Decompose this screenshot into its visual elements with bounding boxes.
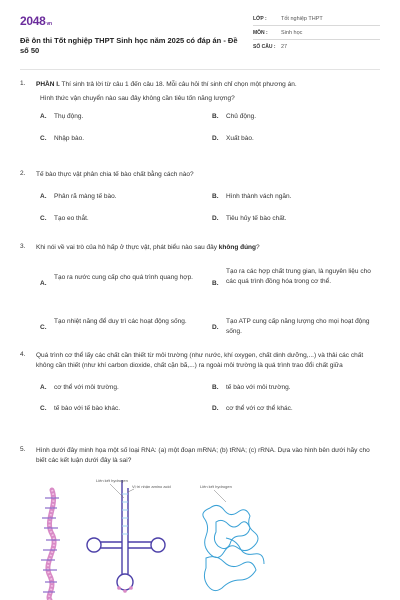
- option-letter: C.: [40, 215, 47, 222]
- option-letter: D.: [212, 135, 219, 142]
- meta-table: [253, 12, 380, 54]
- rrna-structure: [203, 505, 264, 590]
- mrna-strand: [41, 490, 60, 600]
- logo-suffix: vn: [46, 21, 52, 27]
- meta-label: MÔN :: [253, 29, 268, 36]
- option-text: Tạo ATP cung cấp năng lượng cho mọi hoạt động sống.: [226, 318, 370, 335]
- option-letter: B.: [212, 113, 219, 120]
- option-text: Phân rã màng tế bào.: [54, 193, 117, 200]
- question-5: [20, 446, 380, 466]
- option-text: tế bào với môi trường.: [226, 384, 291, 391]
- meta-label: SỐ CÂU :: [253, 44, 276, 50]
- question-4: [20, 351, 380, 417]
- question-number: 5.: [20, 446, 26, 453]
- rna-diagram: [30, 478, 290, 600]
- site-logo[interactable]: [20, 14, 52, 28]
- option-letter: A.: [40, 280, 47, 287]
- option-text: cơ thể với cơ thể khác.: [226, 405, 293, 412]
- option-a[interactable]: [40, 273, 204, 289]
- section-intro: [36, 80, 380, 90]
- option-a[interactable]: [40, 383, 204, 393]
- section-instruction: Thí sinh trả lời từ câu 1 đến câu 18. Mỗi câu hỏi thí sinh chỉ chọn một phương án.: [59, 81, 297, 88]
- option-text: Hình thành vách ngăn.: [226, 193, 292, 200]
- option-d[interactable]: [212, 317, 376, 337]
- option-letter: B.: [212, 384, 219, 391]
- option-c[interactable]: [40, 214, 204, 224]
- header-divider: [20, 69, 380, 70]
- meta-label: LỚP :: [253, 15, 267, 22]
- options: [20, 110, 380, 144]
- option-d[interactable]: [212, 134, 376, 144]
- option-a[interactable]: [40, 192, 204, 202]
- option-letter: A.: [40, 384, 47, 391]
- question-number: 2.: [20, 170, 26, 177]
- question-text: [36, 243, 380, 253]
- options: [20, 259, 380, 339]
- option-c[interactable]: [40, 134, 204, 144]
- options: [20, 377, 380, 417]
- question-number: 1.: [20, 80, 26, 87]
- option-text: Thụ động.: [54, 113, 84, 120]
- meta-row-count: [253, 40, 380, 54]
- question-2: [20, 170, 380, 226]
- question-text: Hình thức vận chuyển nào sau đây không cần tiêu tốn năng lượng?: [40, 95, 235, 102]
- question-text-end: ?: [255, 244, 260, 251]
- option-text: Nhập bào.: [54, 135, 84, 142]
- option-letter: C.: [40, 135, 47, 142]
- label-hydrogen-bond-rrna: Liên kết hydrogen: [200, 484, 232, 489]
- option-letter: D.: [212, 405, 219, 412]
- option-text: Chủ động.: [226, 113, 256, 120]
- question-text: Tế bào thực vật phân chia tế bào chất bằng cách nào?: [36, 171, 194, 178]
- section-label: PHẦN I.: [36, 81, 60, 88]
- option-letter: C.: [40, 324, 47, 331]
- question-emphasis: không đúng: [218, 244, 256, 251]
- meta-row-class: [253, 12, 380, 26]
- option-d[interactable]: [212, 404, 376, 414]
- header: [20, 12, 380, 60]
- question-text: Quá trình cơ thể lấy các chất cần thiết từ môi trường (như nước, khí oxygen, chất dinh dưỡng,...) và thải các chất không cần thiết (như khí carbon dioxide, chất cặn bã,...) ra ngoài môi trường là quá trình trao đổi chất giữa: [36, 352, 364, 369]
- option-text: Tạo eo thắt.: [54, 215, 89, 222]
- option-letter: A.: [40, 113, 47, 120]
- logo-text: 2048: [20, 14, 46, 28]
- question-text: Hình dưới đây minh họa một số loại RNA: (a) một đoạn mRNA; (b) tRNA; (c) rRNA. Dựa vào hình bên dưới hãy cho biết các kết luận dưới đây là sai?: [36, 447, 370, 464]
- question-number: 4.: [20, 351, 26, 358]
- label-hydrogen-bond: Liên kết hydrogen: [96, 478, 128, 483]
- option-letter: B.: [212, 193, 219, 200]
- option-text: Tạo ra các hợp chất trung gian, là nguyên liệu cho các quá trình đồng hóa trong cơ thể.: [226, 268, 371, 285]
- option-b[interactable]: [212, 112, 376, 122]
- document-title: Đề ôn thi Tốt nghiệp THPT Sinh học năm 2025 có đáp án - Đề số 50: [20, 36, 238, 55]
- trna-structure: [87, 480, 165, 593]
- question-number: 3.: [20, 243, 26, 250]
- label-amino-acid-site: Vị trí nhận amino acid: [132, 484, 171, 489]
- option-text: Xuất bào.: [226, 135, 254, 142]
- option-letter: A.: [40, 193, 47, 200]
- option-letter: C.: [40, 405, 47, 412]
- option-letter: B.: [212, 280, 219, 287]
- option-text: Tạo ra nước cung cấp cho quá trình quang hợp.: [54, 274, 193, 281]
- option-b[interactable]: [212, 267, 376, 289]
- option-c[interactable]: [40, 404, 204, 414]
- option-b[interactable]: [212, 192, 376, 202]
- question-3: [20, 243, 380, 339]
- option-text: cơ thể với môi trường.: [54, 384, 119, 391]
- option-a[interactable]: [40, 112, 204, 122]
- rna-figure: [30, 478, 290, 600]
- option-text: Tạo nhiệt năng để duy trì các hoạt động sống.: [54, 318, 187, 325]
- meta-value: Sinh học: [281, 29, 303, 36]
- meta-value: 27: [281, 44, 288, 50]
- question-text-main: Khi nói về vai trò của hô hấp ở thực vật, phát biểu nào sau đây: [36, 244, 219, 251]
- option-b[interactable]: [212, 383, 376, 393]
- option-text: Tiêu hủy tế bào chất.: [226, 215, 287, 222]
- option-d[interactable]: [212, 214, 376, 224]
- option-c[interactable]: [40, 317, 204, 333]
- option-text: tế bào với tế bào khác.: [54, 405, 121, 412]
- options: [20, 186, 380, 226]
- meta-value: Tốt nghiệp THPT: [281, 15, 323, 22]
- meta-row-subject: [253, 26, 380, 40]
- option-letter: D.: [212, 324, 219, 331]
- question-1: [20, 80, 380, 144]
- option-letter: D.: [212, 215, 219, 222]
